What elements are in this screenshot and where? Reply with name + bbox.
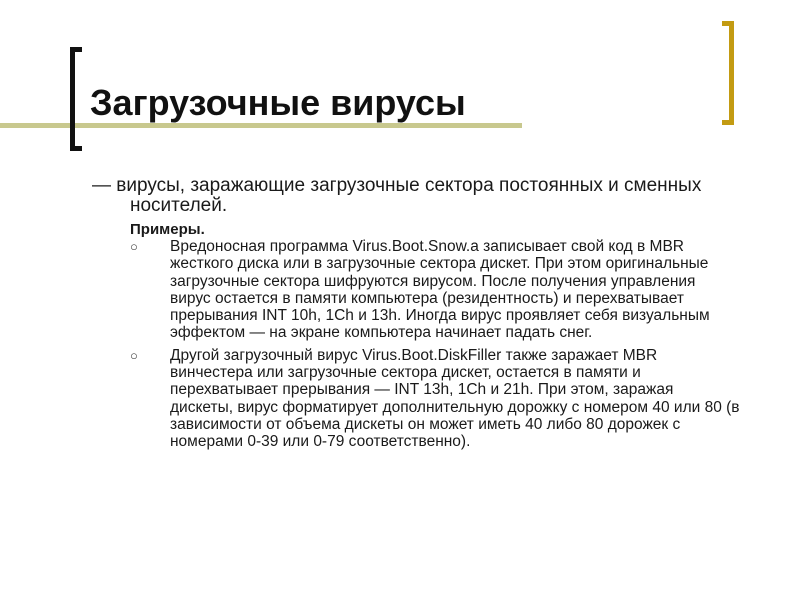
right-bracket-decoration <box>722 21 734 125</box>
left-bracket-decoration <box>70 47 82 151</box>
list-item-text: Другой загрузочный вирус Virus.Boot.DiskFiller также заражает MBR винчестера или загрузочные сектора дискет, остается в памяти и перехватывает прерывания — INT 13h, 1Ch и 21h. При этом, заражая дискеты, вирус форматирует дополнительную дорожку с номером 40 или 80 (в зависимости от объема дискеты он может иметь 40 либо 80 дорожек с номерами 0-39 или 0-79 соответственно). <box>170 346 740 451</box>
examples-list <box>0 238 800 456</box>
list-item <box>0 238 740 342</box>
slide-title: Загрузочные вирусы <box>90 82 466 123</box>
examples-label: Примеры. <box>130 221 205 238</box>
intro-line-1: — вирусы, заражающие загрузочные сектора постоянных и сменных <box>92 175 702 196</box>
list-item-text: Вредоносная программа Virus.Boot.Snow.a записывает свой код в MBR жесткого диска или в загрузочные сектора дискет. При этом оригинальные загрузочные сектора шифруются вирусом. После получения управления вирус остается в памяти компьютера (резидентность) и перехватывает прерывания INT 10h, 1Ch и 13h. Иногда вирус проявляет себя визуальным эффектом — на экране компьютера начинает падать снег. <box>170 238 710 342</box>
bullet-circle-icon: ○ <box>130 239 138 254</box>
intro-text <box>92 176 742 216</box>
intro-line-2: носителей. <box>130 195 228 216</box>
bullet-circle-icon: ○ <box>130 347 138 363</box>
list-item <box>0 347 740 451</box>
